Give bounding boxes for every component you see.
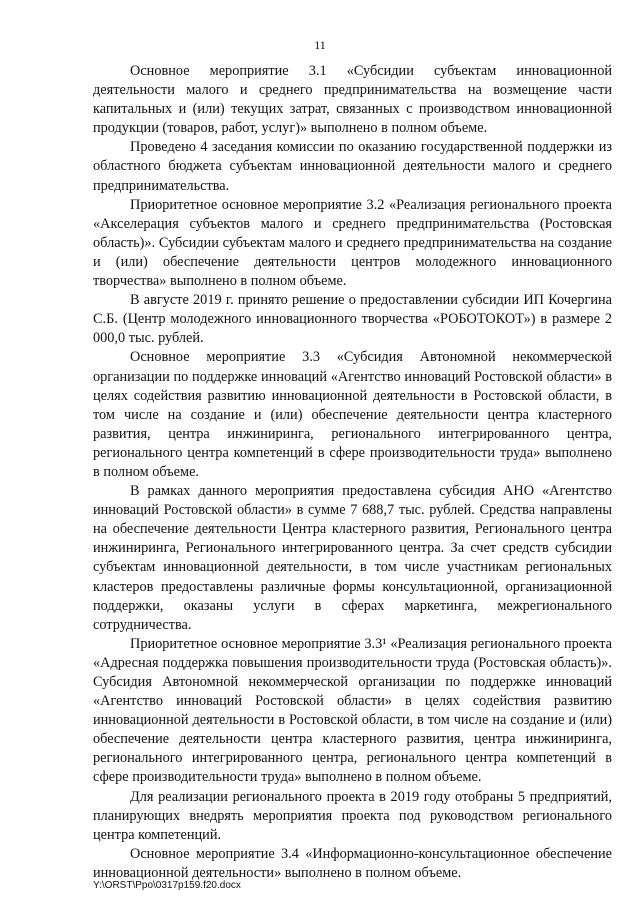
paragraph-measure-3-4: Основное мероприятие 3.4 «Информационно-консультационное обеспечение инновационной деятельности» выполнено в полном объеме.	[93, 845, 612, 881]
paragraph-regional-project-2019: Для реализации регионального проекта в 2019 году отобраны 5 предприятий, планирующих внедрять мероприятия проекта под руководством регионального центра компетенций.	[93, 788, 612, 843]
paragraph-august-subsidy: В августе 2019 г. принято решение о предоставлении субсидии ИП Кочергина С.Б. (Центр молодежного инновационного творчества «РОБОТОКОТ») в размере 2 000,0 тыс. рублей.	[93, 292, 612, 347]
footer-file-path: Y:\ORST\Ppo\0317p159.f20.docx	[93, 880, 241, 891]
paragraph-measure-3-3-1: Приоритетное основное мероприятие 3.3¹ «Реализация регионального проекта «Адресная поддержка повышения производительности труда (Ростовская область)». Субсидия Автономной некоммерческой организации по поддержке инноваций «Агентство инноваций Ростовской области» в целях содействия развитию инновационной деятельности в Ростовской области, в том числе на создание и (или) обеспечение деятельности центра кластерного развития, центра инжиниринга, регионального интегрированного центра, регионального центра компетенций в сфере производительности труда» выполнено в полном объеме.	[93, 635, 612, 786]
paragraph-measure-3-1: Основное мероприятие 3.1 «Субсидии субъектам инновационной деятельности малого и среднего предпринимательства на возмещение части капитальных и (или) текущих затрат, связанных с производством инновационной продукции (товаров, работ, услуг)» выполнено в полном объеме.	[93, 63, 612, 137]
page-number: 11	[314, 38, 326, 52]
paragraph-measure-3-2: Приоритетное основное мероприятие 3.2 «Реализация регионального проекта «Акселерация субъектов малого и среднего предпринимательства (Ростовская область)». Субсидии субъектам малого и среднего предпринимательства на создание и (или) обеспечение деятельности центров молодежного инновационного творчества» выполнено в полном объеме.	[93, 196, 612, 290]
paragraph-commission-meetings: Проведено 4 заседания комиссии по оказанию государственной поддержки из областного бюджета субъектам инновационной деятельности малого и среднего предпринимательства.	[93, 139, 612, 194]
document-body	[93, 62, 612, 883]
paragraph-ano-subsidy: В рамках данного мероприятия предоставлена субсидия АНО «Агентство инноваций Ростовской области» в сумме 7 688,7 тыс. рублей. Средства направлены на обеспечение деятельности Центра кластерного развития, Регионального центра инжиниринга, Регионального интегрированного центра. За счет средств субсидии субъектам инновационной деятельности, в том числе участникам региональных кластеров предоставлены различные формы консультационной, организационной поддержки, оказаны услуги в сферах маркетинга, межрегионального сотрудничества.	[93, 483, 612, 633]
paragraph-measure-3-3: Основное мероприятие 3.3 «Субсидия Автономной некоммерческой организации по поддержке инноваций «Агентство инноваций Ростовской области» в целях содействия развитию инновационной деятельности в Ростовской области, в том числе на создание и (или) обеспечение деятельности центра кластерного развития, центра инжиниринга, регионального интегрированного центра, регионального центра компетенций в сфере производительности труда» выполнено в полном объеме.	[93, 349, 612, 480]
